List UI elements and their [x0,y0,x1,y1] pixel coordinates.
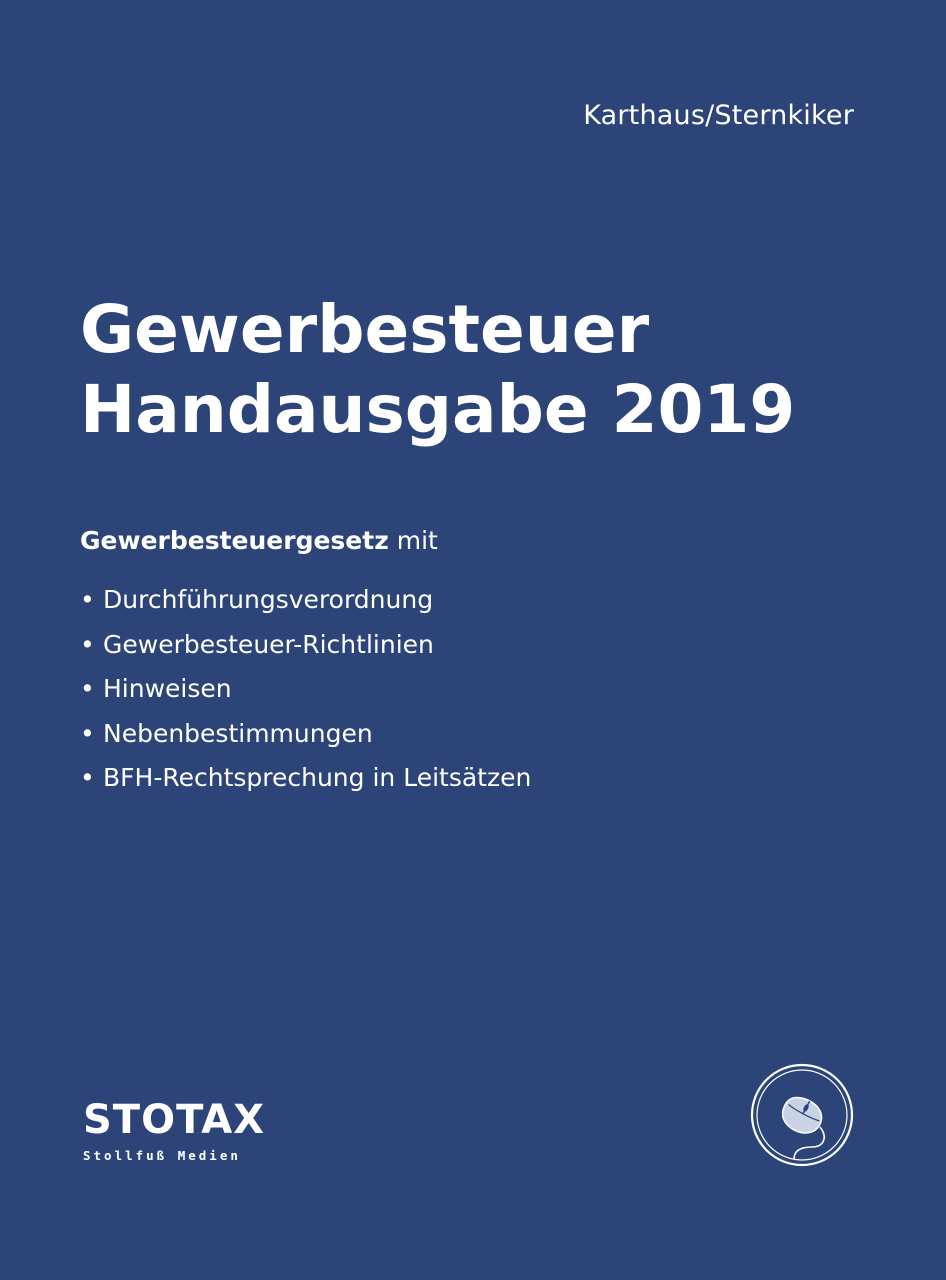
bullet: • [80,629,95,659]
feature-text: Hinweisen [103,674,232,703]
bullet: • [80,718,95,748]
title-line-2: Handausgabe 2019 [80,371,796,448]
feature-item [80,712,531,757]
title-line-1: Gewerbesteuer [80,291,650,368]
feature-text: Nebenbestimmungen [103,718,373,748]
feature-text: Durchführungsverordnung [103,585,434,614]
feature-text: BFH-Rechtsprechung in Leitsätzen [103,763,532,792]
subtitle [80,526,438,555]
bullet: • [80,763,95,792]
publisher-logo [83,1097,283,1163]
feature-item [80,578,531,623]
subtitle-connector: mit [388,526,438,555]
feature-text: Gewerbesteuer-Richtlinien [103,629,434,659]
feature-list [80,578,531,801]
authors: Karthaus/Sternkiker [583,100,854,131]
bullet: • [80,674,95,703]
feature-item [80,756,531,801]
subtitle-law-name: Gewerbesteuergesetz [80,526,389,555]
computer-mouse-icon [750,1063,854,1167]
feature-item [80,623,531,668]
bullet: • [80,585,95,614]
publisher-name: Stollfuß Medien [83,1148,241,1163]
feature-item [80,667,531,712]
publisher-logo-text: STOTAX [83,1097,266,1143]
book-title [80,290,795,450]
